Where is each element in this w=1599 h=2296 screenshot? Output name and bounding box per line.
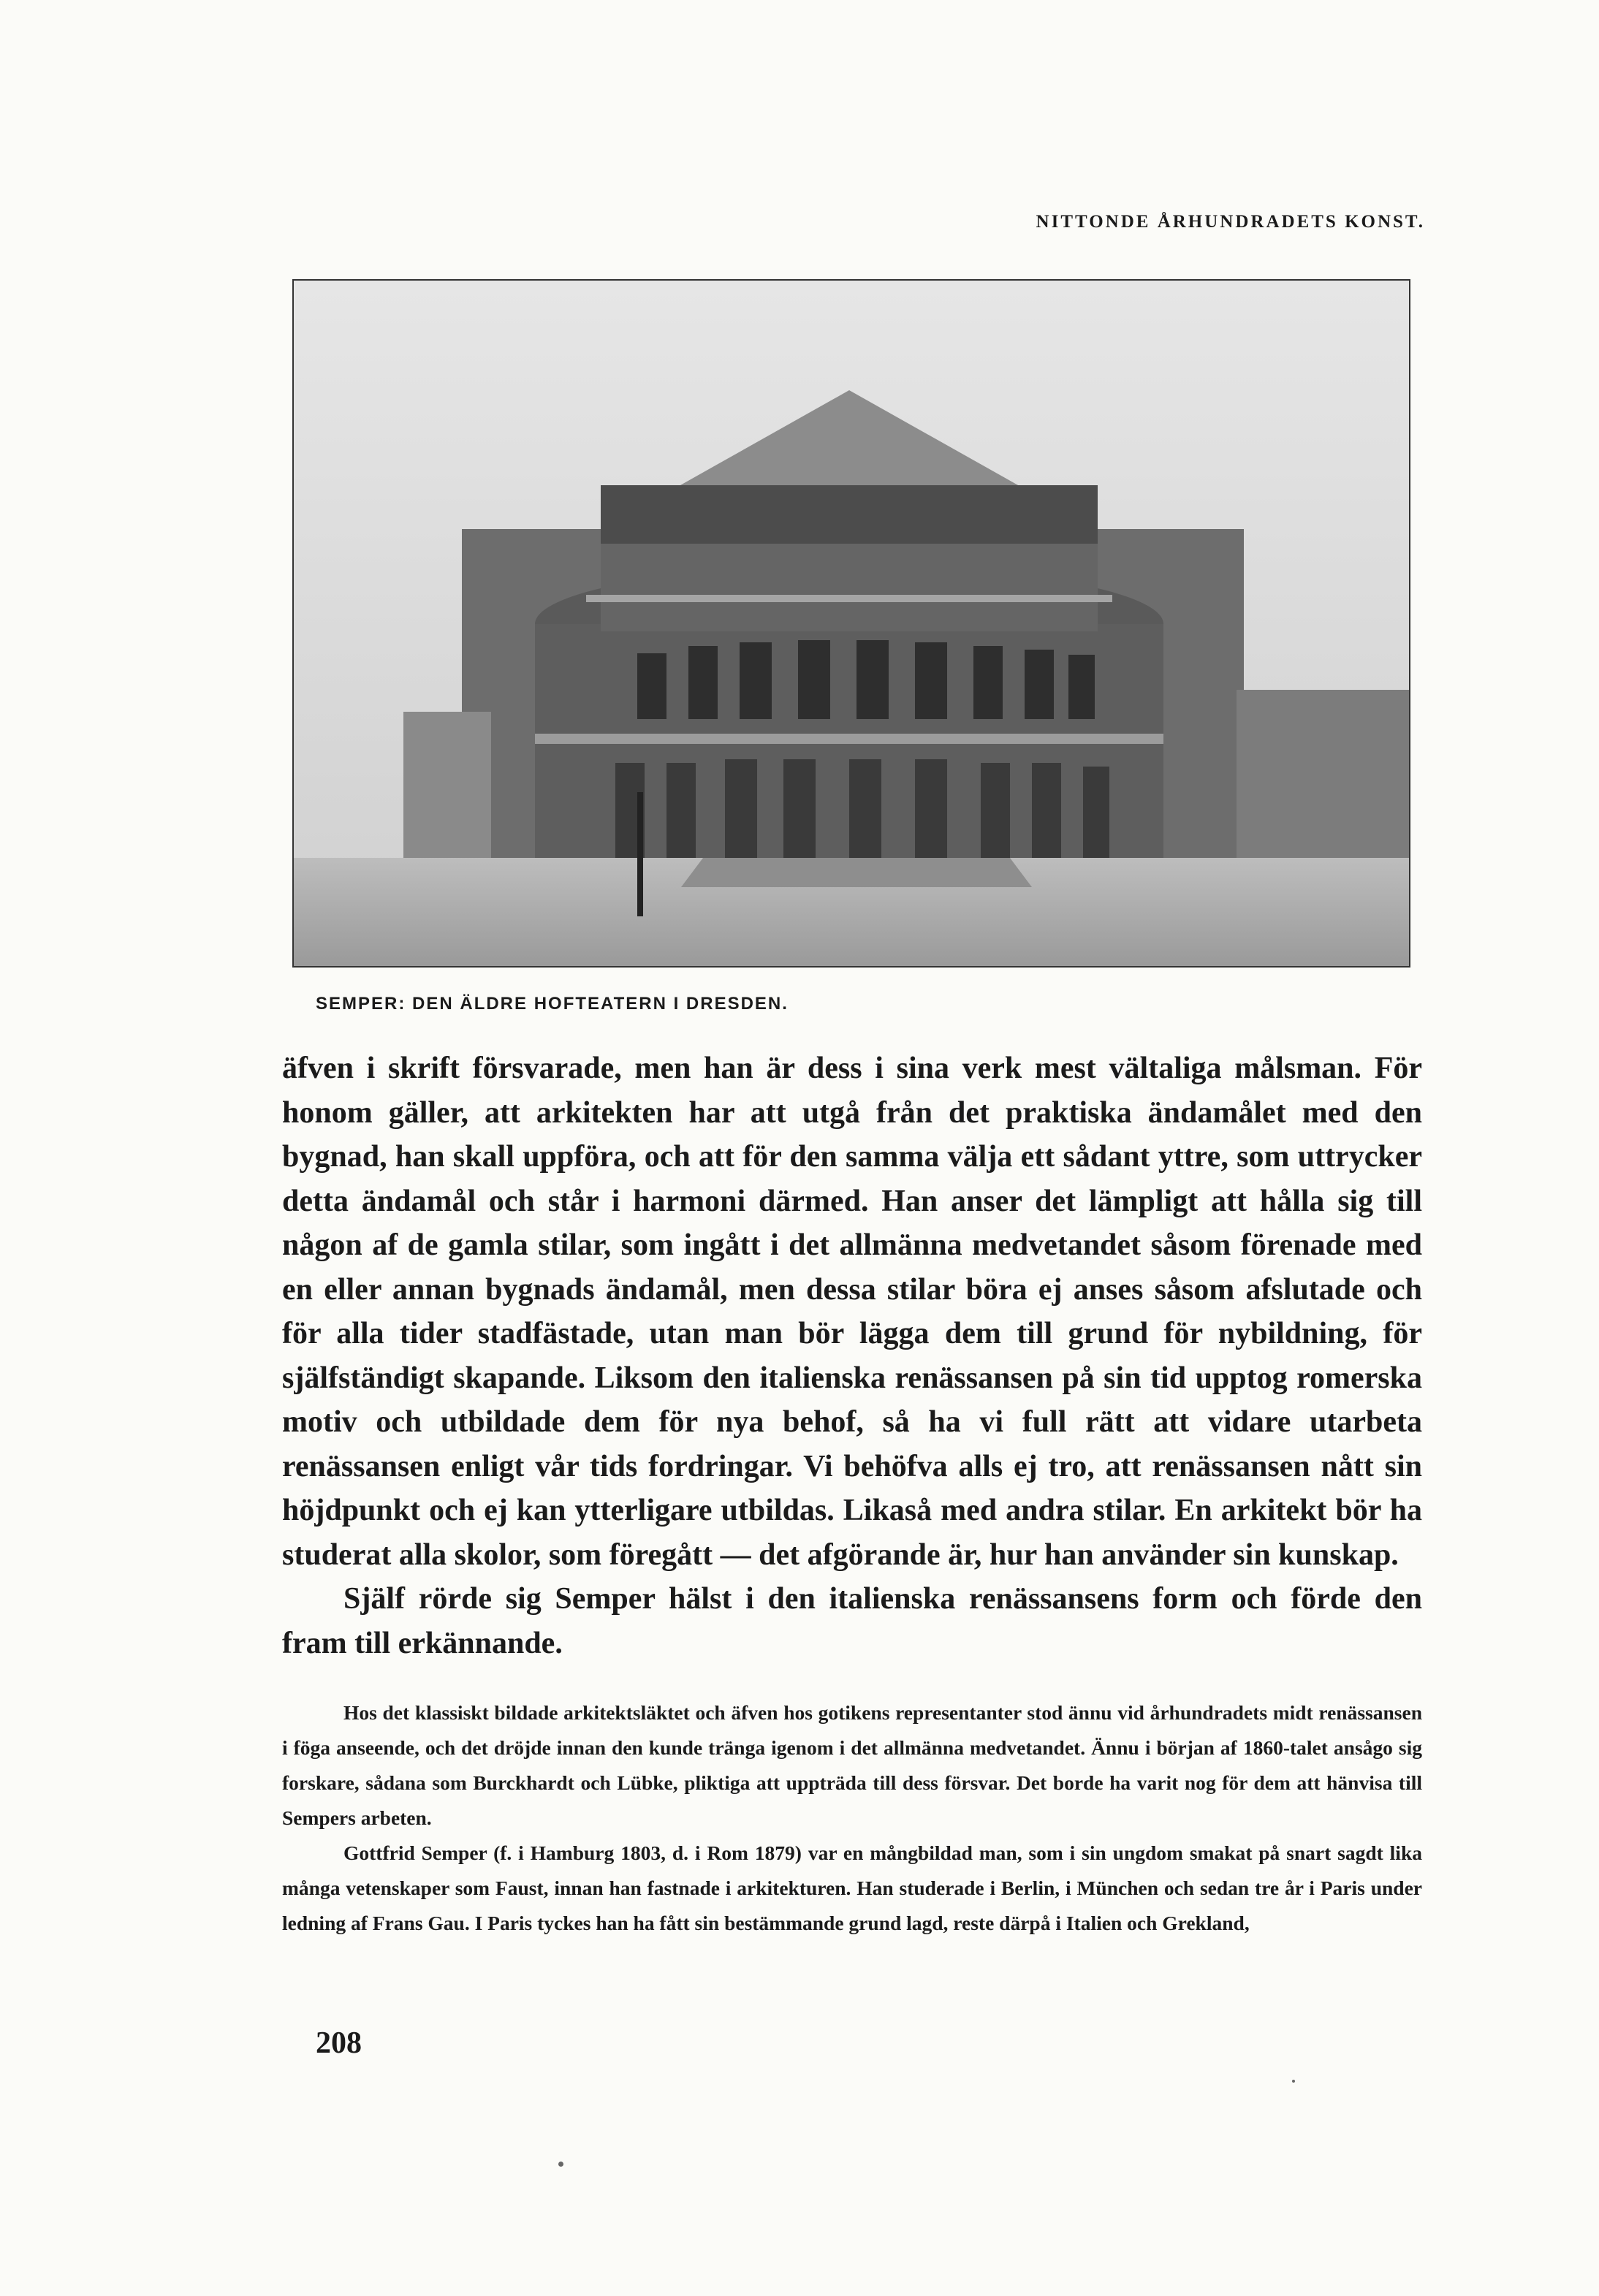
body-paragraph-2: Själf rörde sig Semper hälst i den italienska renässansens form och förde den fram till erkännande. bbox=[282, 1582, 1422, 1660]
paper-speck bbox=[1292, 2080, 1295, 2083]
notes bbox=[282, 1695, 1422, 1941]
body-paragraph-1: äfven i skrift försvarade, men han är dess i sina verk mest vältaliga målsman. För honom gäller, att arkitekten har att utgå från det praktiska ändamålet med den bygnad, han skall uppföra, och att för den samma välja ett sådant yttre, som uttrycker detta ändamål och står i harmoni därmed. Han anser det lämpligt att hålla sig till någon af de gamla stilar, som ingått i det allmänna medvetandet såsom förenade med en eller annan bygnads ändamål, men dessa stilar böra ej anses såsom afslutade och för alla tider stadfästade, utan man bör lägga dem till grund för nybildning, för själfständigt skapande. Liksom den italienska renässansen på sin tid upptog romerska motiv och utbildade dem för nya behof, så ha vi full rätt att vidare utarbeta renässansen enligt vår tids fordringar. Vi behöfva alls ej tro, att renässansen nått sin höjdpunkt och ej kan ytterligare utbildas. Likaså med andra stilar. En arkitekt bör ha studerat alla skolor, som föregått — det afgörande är, hur han använder sin kunskap. bbox=[282, 1052, 1422, 1572]
running-head: NITTONDE ÅRHUNDRADETS KONST. bbox=[1036, 212, 1425, 232]
paper-speck bbox=[558, 2162, 563, 2167]
figure-photograph bbox=[292, 279, 1410, 968]
page-number: 208 bbox=[316, 2026, 362, 2060]
note-paragraph-2: Gottfrid Semper (f. i Hamburg 1803, d. i Rom 1879) var en mångbildad man, som i sin ungdom smakat på snart sagdt lika många vetenskaper som Faust, innan han fastnade i arkitekturen. Han studerade i Berlin, i München och sedan tre år i Paris under ledning af Frans Gau. I Paris tyckes han ha fått sin bestämmande grund lagd, reste därpå i Italien och Grekland, bbox=[282, 1841, 1422, 1934]
opera-building-photo bbox=[294, 281, 1409, 966]
note-paragraph-1: Hos det klassiskt bildade arkitektsläktet och äfven hos gotikens representanter stod ännu vid århundradets midt renässansen i föga anseende, och det dröjde innan den kunde tränga igenom i det allmänna medvetandet. Ännu i början af 1860-talet ansågo sig forskare, sådana som Burckhardt och Lübke, pliktiga att uppträda till dess försvar. Det borde ha varit nog för dem att hänvisa till Sempers arbeten. bbox=[282, 1701, 1422, 1829]
body-text bbox=[282, 1046, 1422, 1665]
figure-caption: SEMPER: DEN ÄLDRE HOFTEATERN I DRESDEN. bbox=[316, 994, 789, 1014]
